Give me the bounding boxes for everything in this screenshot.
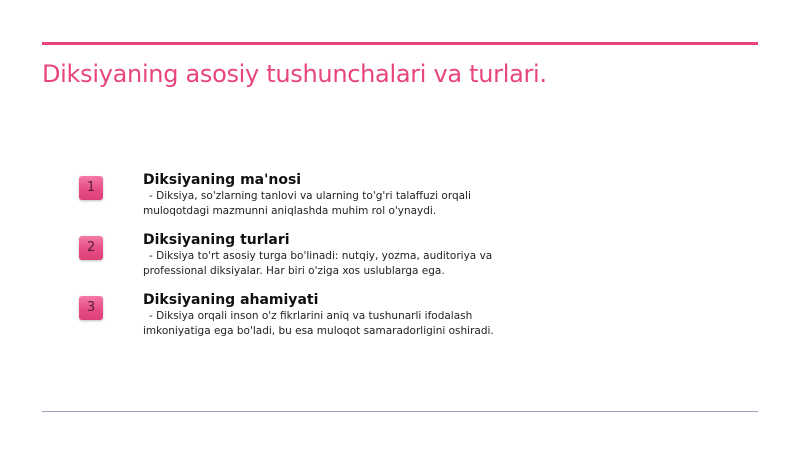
item-description-line: professional diksiyalar. Har biri o'ziga xos uslublarga ega. — [143, 265, 445, 277]
item-description-line: muloqotdagi mazmunni aniqlashda muhim rol o'ynaydi. — [143, 205, 437, 217]
item-heading: Diksiyaning ma'nosi — [143, 172, 302, 188]
number-badge: 2 — [79, 236, 103, 260]
item-description — [143, 189, 543, 219]
bottom-divider — [42, 411, 758, 412]
item-description — [143, 249, 543, 279]
item-description-line: - Diksiya, so'zlarning tanlovi va ularning to'g'ri talaffuzi orqali — [149, 190, 471, 202]
item-heading: Diksiyaning turlari — [143, 232, 290, 248]
item-heading: Diksiyaning ahamiyati — [143, 292, 319, 308]
item-description-line: - Diksiya orqali inson o'z fikrlarini aniq va tushunarli ifodalash — [149, 310, 473, 322]
number-badge: 3 — [79, 296, 103, 320]
item-description — [143, 309, 543, 339]
item-description-line: imkoniyatiga ega bo'ladi, bu esa muloqot samaradorligini oshiradi. — [143, 325, 494, 337]
slide-title: Diksiyaning asosiy tushunchalari va turlari. — [42, 60, 547, 88]
item-description-line: - Diksiya to'rt asosiy turga bo'linadi: nutqiy, yozma, auditoriya va — [149, 250, 493, 262]
top-divider — [42, 42, 758, 45]
number-badge: 1 — [79, 176, 103, 200]
